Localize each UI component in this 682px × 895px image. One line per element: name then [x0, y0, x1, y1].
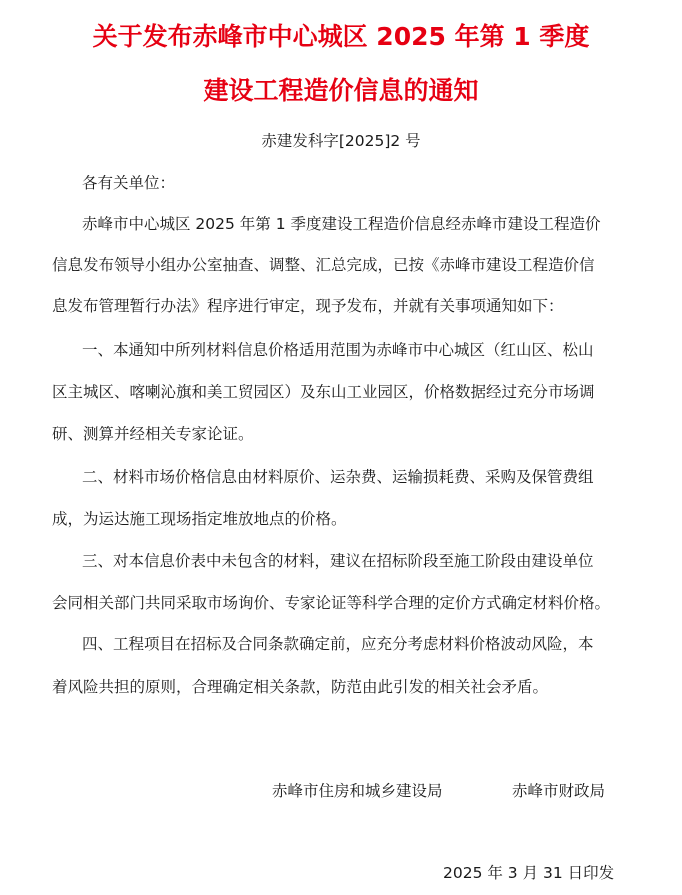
body-line: 会同相关部门共同采取市场询价、专家论证等科学合理的定价方式确定材料价格。 [52, 594, 611, 612]
body-line: 信息发布领导小组办公室抽查、调整、汇总完成，已按《赤峰市建设工程造价信 [52, 256, 595, 274]
body-line: 二、材料市场价格信息由材料原价、运杂费、运输损耗费、采购及保管费组 [82, 468, 594, 486]
salutation: 各有关单位： [82, 174, 176, 192]
body-line: 四、工程项目在招标及合同条款确定前，应充分考虑材料价格波动风险，本 [82, 635, 594, 653]
body-line: 成，为运达施工现场指定堆放地点的价格。 [52, 510, 347, 528]
body-line: 着风险共担的原则，合理确定相关条款，防范由此引发的相关社会矛盾。 [52, 678, 549, 696]
body-line: 息发布管理暂行办法》程序进行审定，现予发布，并就有关事项通知如下： [52, 297, 564, 315]
body-line: 一、本通知中所列材料信息价格适用范围为赤峰市中心城区（红山区、松山 [82, 341, 594, 359]
body-line: 三、对本信息价表中未包含的材料，建议在招标阶段至施工阶段由建设单位 [82, 552, 594, 570]
document-number: 赤建发科字[2025]2 号 [261, 132, 421, 150]
body-line: 赤峰市中心城区 2025 年第 1 季度建设工程造价信息经赤峰市建设工程造价 [82, 215, 601, 233]
body-line: 研、测算并经相关专家论证。 [52, 425, 254, 443]
notice-title-line-2: 建设工程造价信息的通知 [203, 76, 479, 105]
signature-finance-bureau: 赤峰市财政局 [512, 782, 606, 800]
issue-date: 2025 年 3 月 31 日印发 [443, 864, 615, 882]
signature-housing-bureau: 赤峰市住房和城乡建设局 [272, 782, 443, 800]
body-line: 区主城区、喀喇沁旗和美工贸园区）及东山工业园区，价格数据经过充分市场调 [52, 383, 595, 401]
notice-title-line-1: 关于发布赤峰市中心城区 2025 年第 1 季度 [92, 22, 590, 51]
